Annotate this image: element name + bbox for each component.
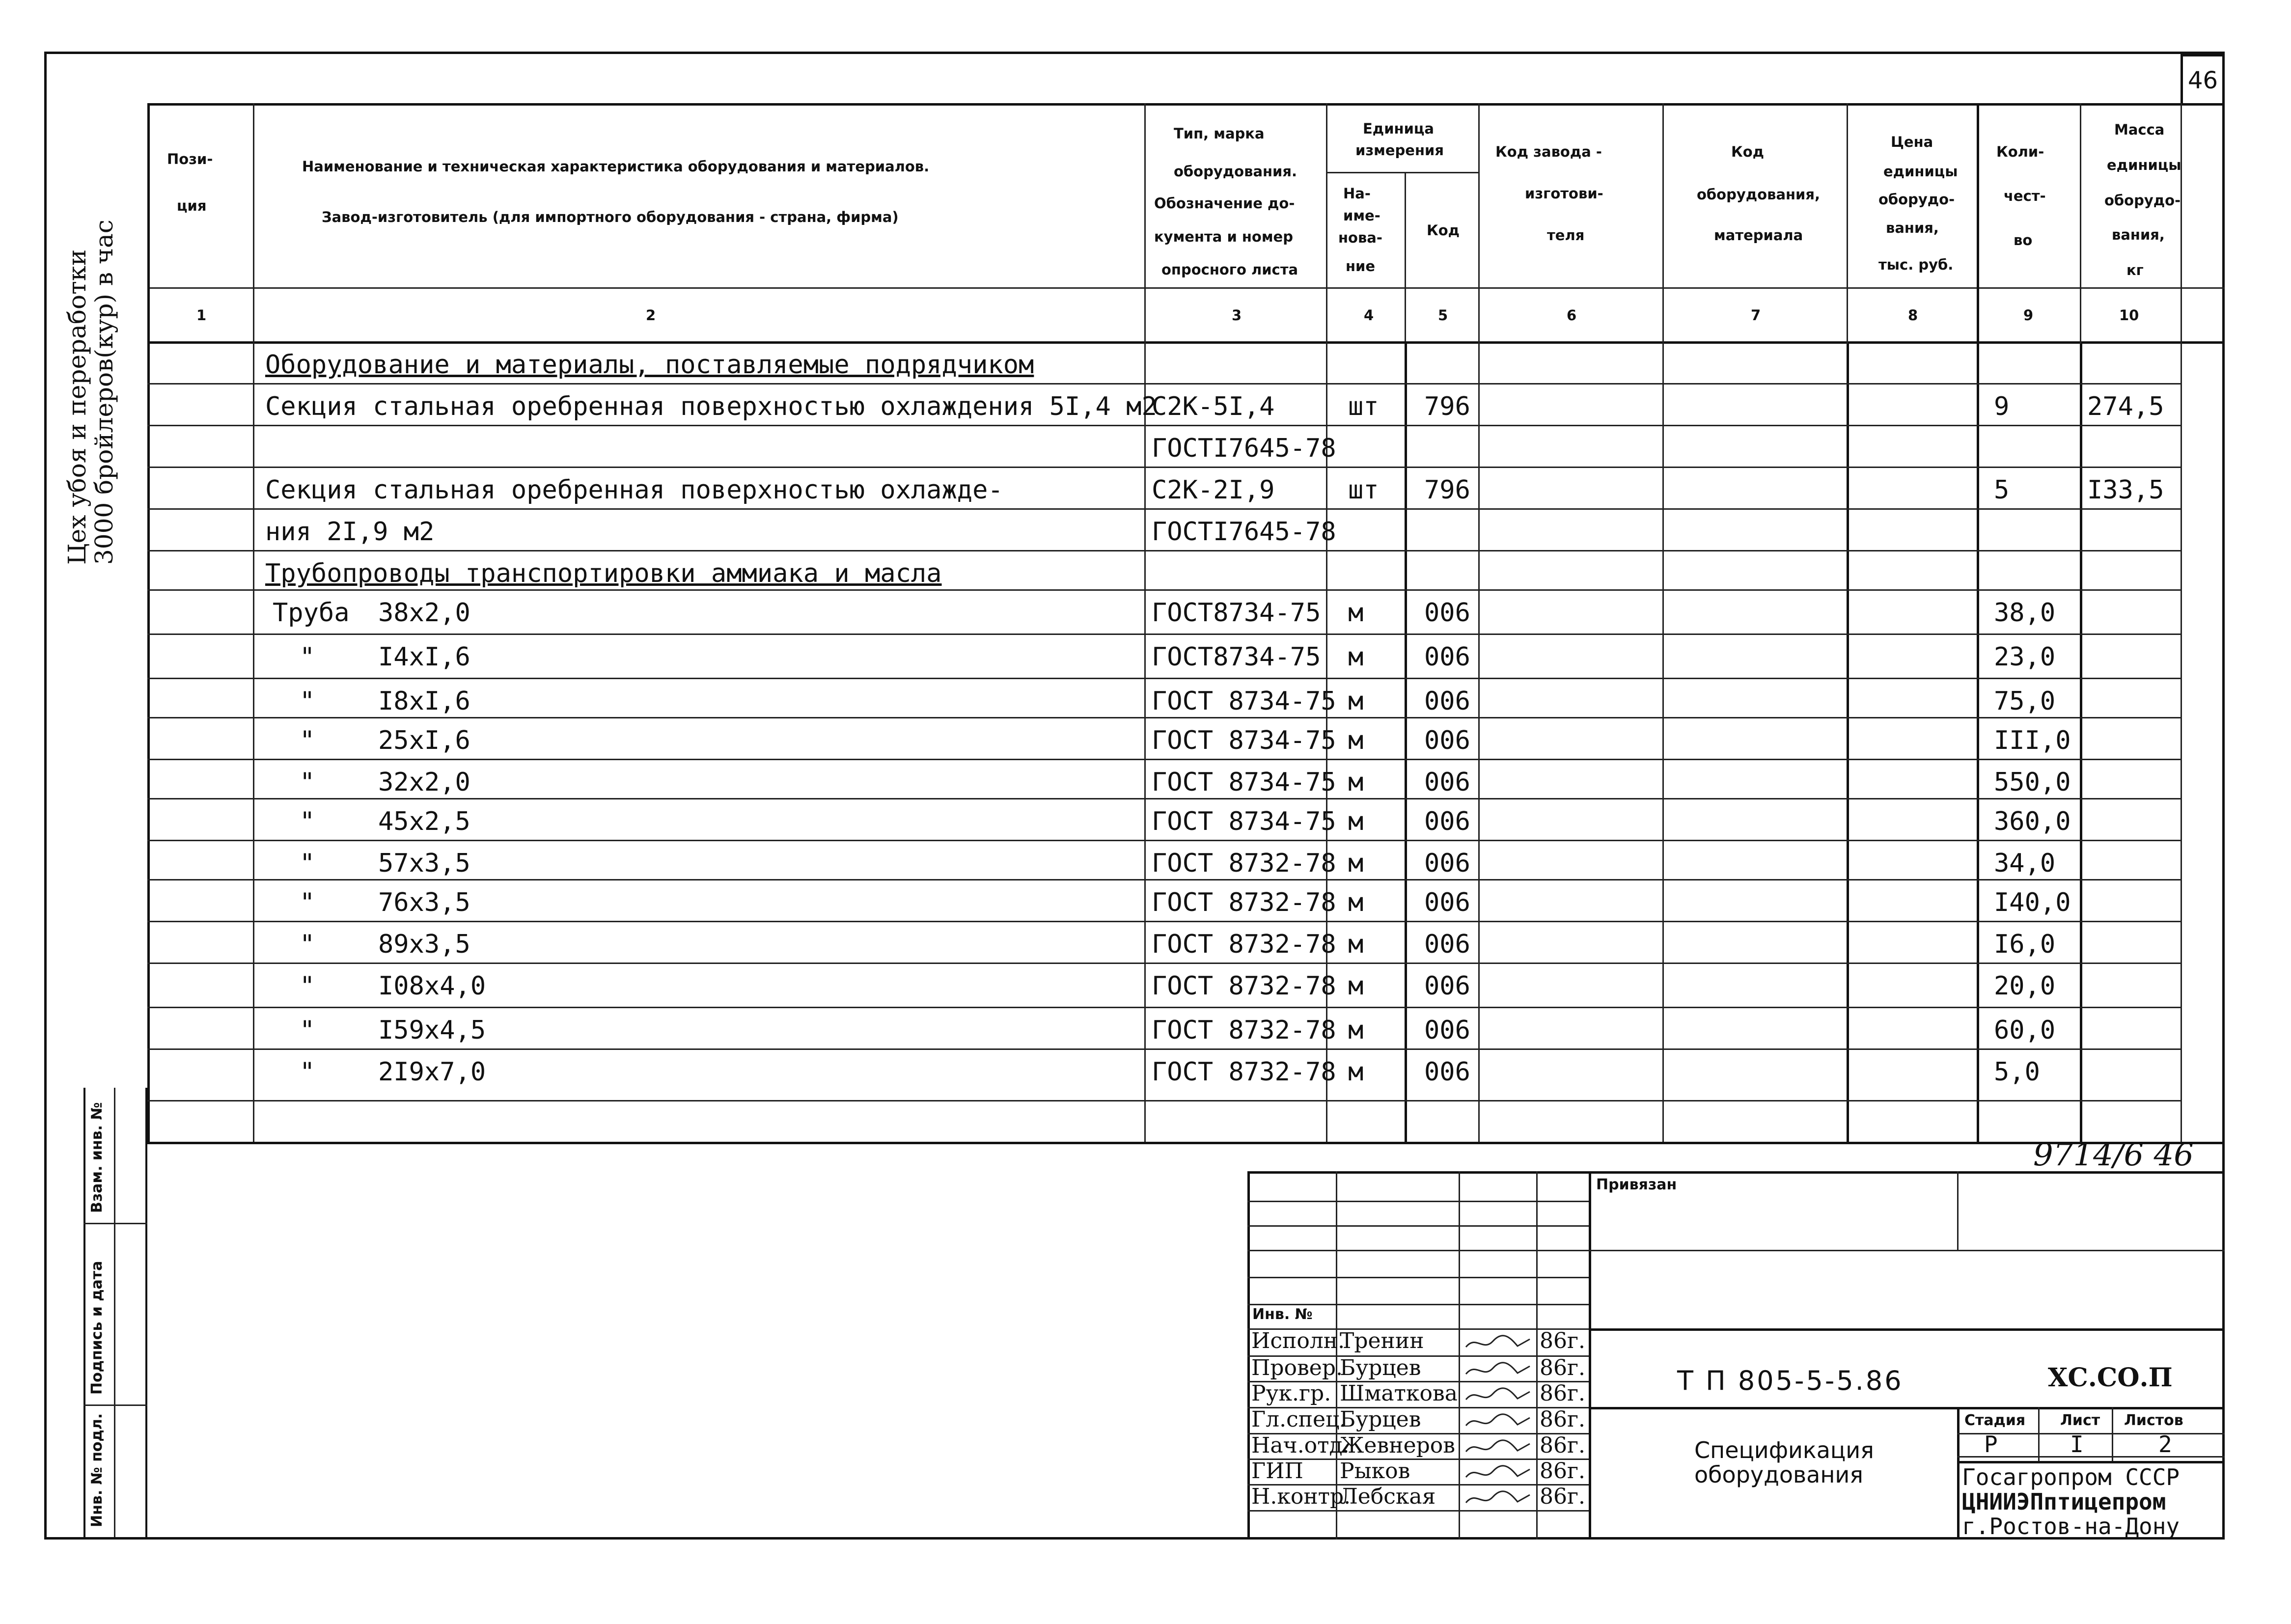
cell-code: 006 — [1424, 726, 1470, 755]
cell-type: ГОСТ 8732-78 — [1152, 1016, 1336, 1045]
hdr-qty-3: во — [2014, 232, 2033, 248]
tb-name: Жевнеров — [1340, 1433, 1456, 1458]
cell-mark: " — [300, 807, 315, 836]
tb-name: Лебская — [1340, 1484, 1436, 1509]
cell-unit: м — [1348, 807, 1364, 836]
cell-qty: I40,0 — [1994, 888, 2071, 917]
cell-qty: 20,0 — [1994, 971, 2056, 1001]
cell-size: 25хI,6 — [378, 726, 470, 755]
col-num-1: 1 — [196, 307, 207, 324]
hdr-pos-2: ция — [177, 197, 207, 214]
tb-stage-label: Стадия — [1964, 1412, 2026, 1429]
cell-code: 006 — [1424, 930, 1470, 959]
cell-type: ГОСТ 8734-75 — [1152, 687, 1336, 716]
cell-code: 006 — [1424, 888, 1470, 917]
cell-type: ГОСТI7645-78 — [1152, 434, 1336, 463]
hdr-price-4: вания, — [1886, 220, 1939, 236]
cell-size: I59х4,5 — [378, 1016, 486, 1045]
cell-mass: 274,5 — [2087, 392, 2164, 421]
cell-unit: м — [1348, 1016, 1364, 1045]
row-divider — [147, 467, 2181, 468]
row-divider — [147, 589, 2181, 591]
tb-name: Тренин — [1340, 1328, 1424, 1353]
row-divider — [147, 425, 2181, 426]
side-title-line1: Цех убоя и переработки — [63, 249, 91, 565]
stamp-line — [83, 1223, 147, 1224]
cell-size: I4хI,6 — [378, 642, 470, 672]
cell-mass: I33,5 — [2087, 475, 2164, 505]
cell-type: ГОСТ 8732-78 — [1152, 888, 1336, 917]
tb-sheets: 2 — [2158, 1431, 2172, 1458]
cell-size: I08х4,0 — [378, 971, 486, 1001]
stamp-inv-podl: Инв. № подл. — [88, 1413, 106, 1527]
row-divider — [147, 717, 2181, 718]
cell-unit: м — [1348, 1057, 1364, 1087]
tb-name: Рыков — [1340, 1459, 1410, 1484]
tb-role: Исполн. — [1251, 1328, 1345, 1353]
cell-type: С2К-2I,9 — [1152, 475, 1275, 505]
cell-qty: 550,0 — [1994, 768, 2071, 797]
tb-role: ГИП — [1251, 1459, 1303, 1484]
cell-qty: I6,0 — [1994, 930, 2056, 959]
hdr-name-2: Завод-изготовитель (для импортного оборудования - страна, фирма) — [322, 209, 899, 225]
row-divider — [147, 633, 2181, 635]
hdr-eqcode-3: материала — [1714, 227, 1803, 244]
cell-mark: " — [300, 1057, 315, 1087]
row-divider — [147, 798, 2181, 799]
hdr-uname-4: ние — [1346, 258, 1376, 275]
row-divider — [147, 550, 2181, 551]
cell-qty: 23,0 — [1994, 642, 2056, 672]
row-divider — [147, 1007, 2181, 1008]
hdr-price-1: Цена — [1891, 134, 1933, 150]
cell-unit: м — [1348, 888, 1364, 917]
tb-org-3: г.Ростов-на-Дону — [1962, 1513, 2180, 1540]
cell-code: 796 — [1424, 475, 1470, 505]
hdr-unit-1: Единица — [1363, 120, 1434, 137]
cell-name: Оборудование и материалы, поставляемые подрядчиком — [265, 350, 1034, 380]
cell-qty: III,0 — [1994, 726, 2071, 755]
cell-size: I8хI,6 — [378, 687, 470, 716]
cell-mark: " — [300, 971, 315, 1001]
cell-code: 006 — [1424, 1016, 1470, 1045]
cell-unit: шт — [1348, 392, 1379, 421]
cell-type: ГОСТ 8732-78 — [1152, 971, 1336, 1001]
cell-code: 006 — [1424, 1057, 1470, 1087]
hdr-eqcode-2: оборудования, — [1697, 186, 1821, 203]
row-divider — [147, 1048, 2181, 1050]
tb-project-code: Т П 805-5-5.86 — [1677, 1365, 1904, 1396]
signature — [1463, 1488, 1532, 1512]
tb-role: Гл.спец. — [1251, 1407, 1347, 1432]
col-num-5: 5 — [1438, 307, 1448, 324]
cell-type: ГОСТ 8732-78 — [1152, 849, 1336, 878]
hdr-eqcode-1: Код — [1731, 143, 1765, 160]
tb-doc-code: ХС.СО.П — [2048, 1363, 2173, 1393]
hdr-type-1: Тип, марка — [1174, 125, 1265, 142]
cell-type: ГОСТ 8734-75 — [1152, 768, 1336, 797]
signature — [1463, 1437, 1532, 1460]
hdr-mass-1: Масса — [2114, 121, 2165, 138]
cell-size: 2I9х7,0 — [378, 1057, 486, 1087]
cell-mark: " — [300, 726, 315, 755]
tb-date: 86г. — [1540, 1381, 1586, 1406]
hdr-uname-2: име- — [1343, 207, 1380, 224]
signature — [1463, 1332, 1532, 1356]
tb-role: Н.контр. — [1251, 1484, 1351, 1509]
row-divider — [147, 383, 2181, 385]
tb-org-1: Госагропром СССР — [1962, 1464, 2180, 1490]
cell-name: ния 2I,9 м2 — [265, 517, 435, 547]
signature — [1463, 1385, 1532, 1408]
cell-size: 38х2,0 — [378, 598, 470, 628]
cell-unit: м — [1348, 971, 1364, 1001]
cell-qty: 60,0 — [1994, 1016, 2056, 1045]
hdr-price-3: оборудо- — [1878, 191, 1955, 208]
tb-role: Провер. — [1251, 1355, 1343, 1380]
col-num-10: 10 — [2119, 307, 2139, 324]
cell-type: ГОСТ 8732-78 — [1152, 930, 1336, 959]
cell-mark: " — [300, 1016, 315, 1045]
stamp-line — [83, 1404, 147, 1406]
hdr-uname-3: нова- — [1338, 229, 1382, 246]
handwritten-ref: 9714/6 46 — [2033, 1137, 2194, 1173]
cell-unit: шт — [1348, 475, 1379, 505]
cell-qty: 360,0 — [1994, 807, 2071, 836]
cell-unit: м — [1348, 768, 1364, 797]
cell-unit: м — [1348, 930, 1364, 959]
cell-mark: " — [300, 768, 315, 797]
tb-role: Нач.отд. — [1251, 1433, 1350, 1458]
hdr-mass-5: кг — [2126, 262, 2144, 278]
hdr-type-5: опросного листа — [1161, 261, 1298, 278]
sheet-number: 46 — [2188, 67, 2218, 94]
cell-type: ГОСТ8734-75 — [1152, 598, 1321, 628]
cell-unit: м — [1348, 642, 1364, 672]
cell-qty: 38,0 — [1994, 598, 2056, 628]
cell-mark: " — [300, 849, 315, 878]
cell-type: ГОСТI7645-78 — [1152, 517, 1336, 547]
col-num-6: 6 — [1567, 307, 1577, 324]
tb-title-1: Спецификация — [1694, 1437, 1874, 1463]
row-divider — [147, 678, 2181, 679]
cell-qty: 5 — [1994, 475, 2010, 505]
cell-code: 006 — [1424, 971, 1470, 1001]
cell-code: 796 — [1424, 392, 1470, 421]
cell-size: 57х3,5 — [378, 849, 470, 878]
cell-code: 006 — [1424, 849, 1470, 878]
col-num-3: 3 — [1232, 307, 1242, 324]
cell-name: Трубопроводы транспортировки аммиака и масла — [265, 559, 942, 588]
cell-mark: Труба — [273, 598, 350, 628]
cell-mark: " — [300, 687, 315, 716]
tb-stage: Р — [1984, 1431, 1998, 1458]
tb-sheets-label: Листов — [2124, 1412, 2183, 1429]
hdr-name-1: Наименование и техническая характеристика оборудования и материалов. — [302, 158, 930, 175]
col-num-9: 9 — [2023, 307, 2034, 324]
signature — [1463, 1411, 1532, 1434]
tb-privyazan: Привязан — [1596, 1176, 1677, 1193]
tb-sheet-label: Лист — [2060, 1412, 2100, 1429]
cell-size: 32х2,0 — [378, 768, 470, 797]
cell-size: 45х2,5 — [378, 807, 470, 836]
tb-name: Шматкова — [1340, 1381, 1458, 1406]
col-num-8: 8 — [1908, 307, 1918, 324]
row-divider — [147, 840, 2181, 841]
hdr-type-3: Обозначение до- — [1154, 195, 1295, 212]
tb-name: Бурцев — [1340, 1407, 1421, 1432]
hdr-qty-1: Коли- — [1996, 143, 2044, 160]
cell-qty: 75,0 — [1994, 687, 2056, 716]
cell-code: 006 — [1424, 687, 1470, 716]
hdr-mass-2: единицы — [2107, 157, 2181, 173]
cell-code: 006 — [1424, 598, 1470, 628]
hdr-uname-1: На- — [1343, 185, 1371, 202]
cell-type: ГОСТ 8734-75 — [1152, 807, 1336, 836]
tb-date: 86г. — [1540, 1459, 1586, 1484]
hdr-mass-4: вания, — [2112, 226, 2165, 243]
cell-size: 76х3,5 — [378, 888, 470, 917]
stamp-divider — [114, 1088, 115, 1537]
hdr-mass-3: оборудо- — [2104, 192, 2181, 209]
cell-qty: 34,0 — [1994, 849, 2056, 878]
tb-inv: Инв. № — [1252, 1306, 1313, 1323]
cell-name: Секция стальная оребренная поверхностью охлаждения 5I,4 м2 — [265, 392, 1157, 421]
cell-size: 89х3,5 — [378, 930, 470, 959]
tb-date: 86г. — [1540, 1433, 1586, 1458]
hdr-factory-3: теля — [1547, 227, 1585, 244]
cell-mark: " — [300, 888, 315, 917]
stamp-vzam: Взам. инв. № — [88, 1102, 106, 1213]
signature — [1463, 1359, 1532, 1383]
hdr-price-2: единицы — [1883, 163, 1958, 180]
cell-type: ГОСТ 8734-75 — [1152, 726, 1336, 755]
tb-date: 86г. — [1540, 1328, 1586, 1353]
tb-role: Рук.гр. — [1251, 1381, 1331, 1406]
col-num-7: 7 — [1751, 307, 1761, 324]
hdr-type-2: оборудования. — [1174, 163, 1297, 180]
hdr-price-5: тыс. руб. — [1878, 256, 1954, 273]
row-divider — [147, 963, 2181, 964]
hdr-factory-2: изготови- — [1525, 185, 1603, 202]
row-divider — [147, 759, 2181, 760]
cell-mark: " — [300, 930, 315, 959]
cell-unit: м — [1348, 687, 1364, 716]
cell-mark: " — [300, 642, 315, 672]
cell-unit: м — [1348, 849, 1364, 878]
cell-code: 006 — [1424, 807, 1470, 836]
tb-title-2: оборудования — [1694, 1461, 1863, 1488]
hdr-ucode: Код — [1427, 222, 1460, 239]
row-divider — [147, 879, 2181, 881]
side-title-line2: 3000 бройлеров(кур) в час — [90, 220, 118, 565]
cell-unit: м — [1348, 726, 1364, 755]
hdr-factory-1: Код завода - — [1495, 143, 1602, 160]
hdr-type-4: кумента и номер — [1154, 228, 1293, 245]
hdr-pos-1: Пози- — [167, 151, 213, 167]
cell-unit: м — [1348, 598, 1364, 628]
tb-sheet: I — [2070, 1431, 2084, 1458]
row-divider — [147, 1100, 2181, 1101]
hdr-unit-2: измерения — [1355, 142, 1444, 159]
row-divider — [147, 921, 2181, 922]
cell-type: ГОСТ 8732-78 — [1152, 1057, 1336, 1087]
tb-org-2: ЦНИИЭПптицепром — [1962, 1488, 2166, 1515]
stamp-podpis: Подпись и дата — [88, 1261, 106, 1395]
signature — [1463, 1462, 1532, 1486]
tb-date: 86г. — [1540, 1407, 1586, 1432]
row-divider — [147, 508, 2181, 510]
cell-type: ГОСТ8734-75 — [1152, 642, 1321, 672]
cell-code: 006 — [1424, 642, 1470, 672]
cell-type: С2К-5I,4 — [1152, 392, 1275, 421]
cell-qty: 9 — [1994, 392, 2010, 421]
tb-name: Бурцев — [1340, 1355, 1421, 1380]
col-num-4: 4 — [1364, 307, 1374, 324]
cell-qty: 5,0 — [1994, 1057, 2040, 1087]
tb-date: 86г. — [1540, 1355, 1586, 1380]
col-num-2: 2 — [646, 307, 656, 324]
hdr-qty-2: чест- — [2004, 188, 2046, 204]
cell-code: 006 — [1424, 768, 1470, 797]
tb-date: 86г. — [1540, 1484, 1586, 1509]
cell-name: Секция стальная оребренная поверхностью охлажде- — [265, 475, 1003, 505]
